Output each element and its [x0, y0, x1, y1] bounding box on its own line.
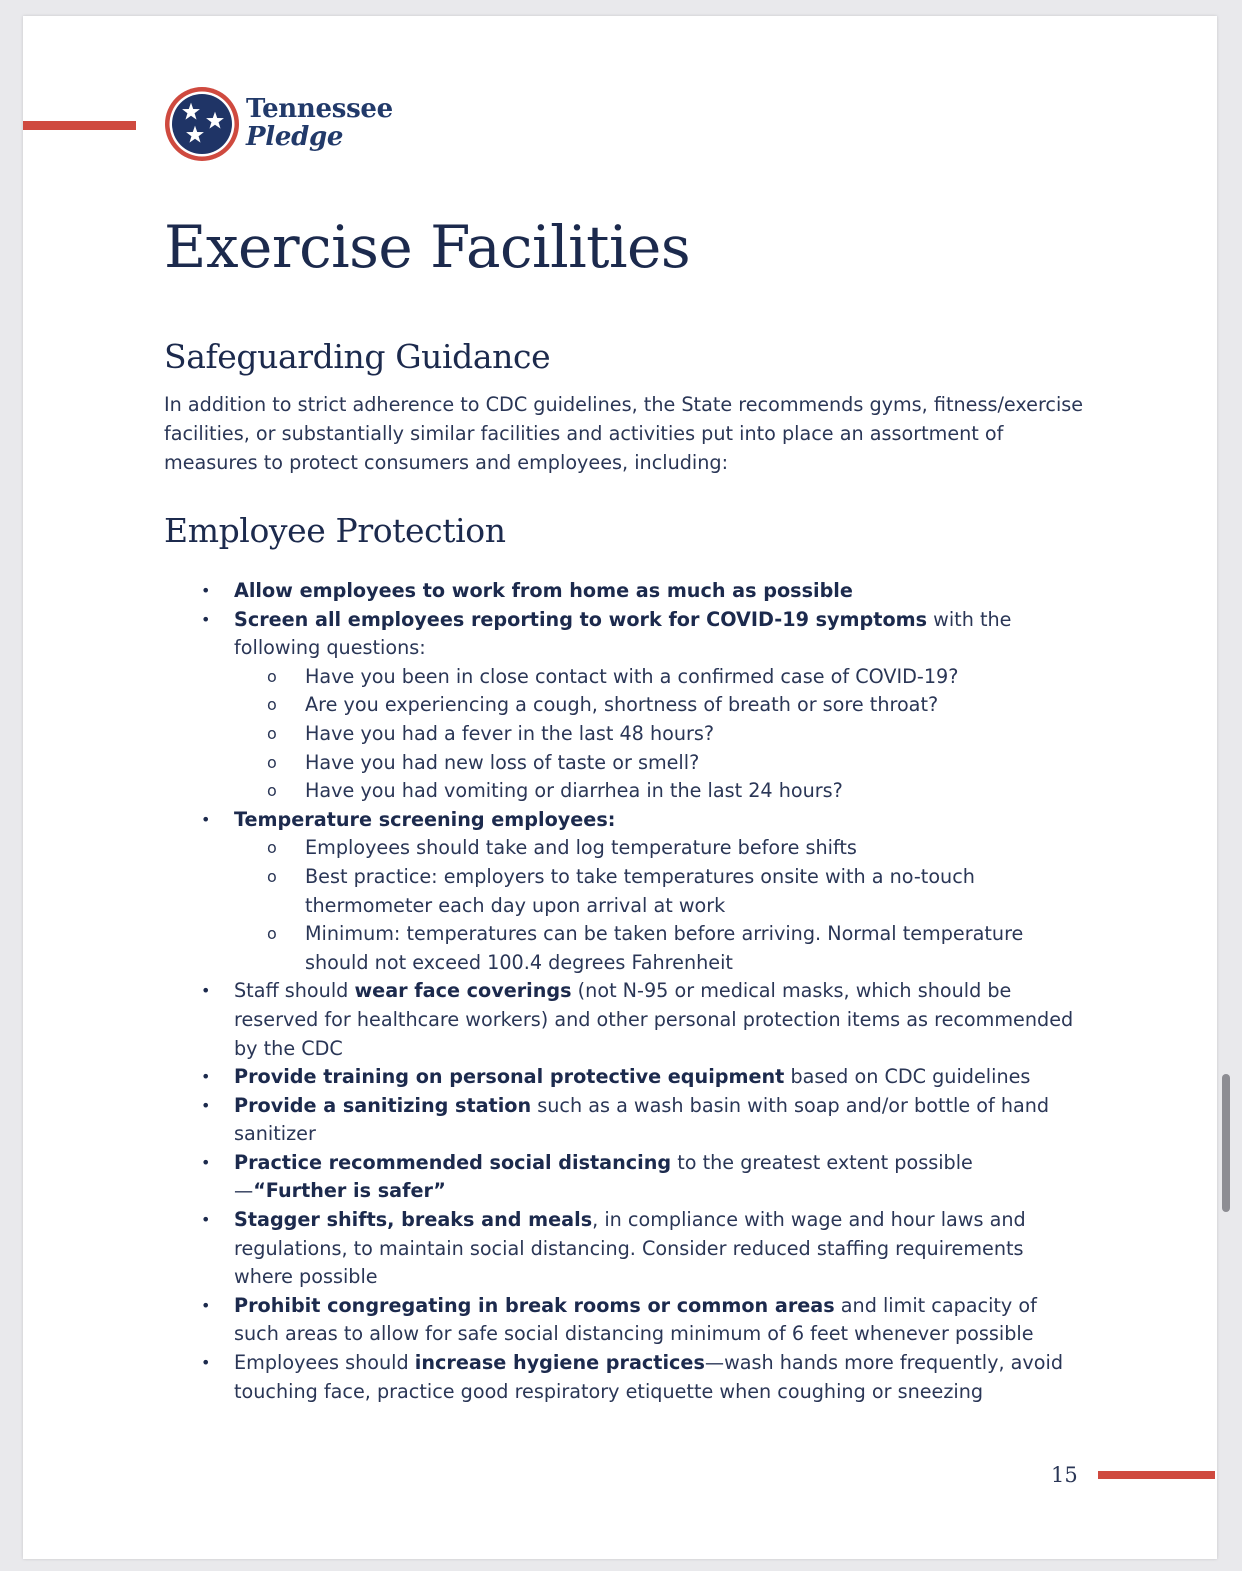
item-bold: Allow employees to work from home as much as possible — [234, 579, 853, 602]
sub-item-text: Have you had a fever in the last 48 hours? — [305, 721, 715, 745]
item-bold: Prohibit congregating in break rooms or common areas — [234, 1293, 835, 1317]
sub-list-item — [234, 691, 1083, 720]
sub-list-item — [234, 834, 1083, 863]
page-number: 15 — [1051, 1463, 1078, 1487]
item-bold: Provide a sanitizing station — [234, 1093, 532, 1117]
item-text: , in compliance with wage and hour laws and regulations, to maintain social distancing. Consider reduced staffing requirements where possible — [234, 1208, 1026, 1289]
safeguarding-intro: In addition to strict adherence to CDC guidelines, the State recommends gyms, fitness/exercise facilities, or substantially similar facilities and activities put into place an assortment of measures to protect consumers and employees, including: — [164, 393, 1084, 474]
temperature-screening-list — [234, 834, 1083, 977]
item-bold: Stagger shifts, breaks and meals — [234, 1208, 593, 1232]
bullet-icon: • — [201, 1152, 211, 1172]
item-bold: Practice recommended social distancing — [234, 1150, 672, 1174]
circle-bullet-icon: o — [267, 838, 277, 858]
list-item — [203, 1149, 1083, 1206]
item-text: such as a wash basin with soap and/or bottle of hand sanitizer — [234, 1093, 1050, 1146]
document-page — [23, 16, 1217, 1559]
logo-line-1: Tennessee — [246, 94, 393, 124]
logo-line-2: Pledge — [246, 122, 344, 152]
list-item — [203, 1349, 1083, 1406]
item-text: and limit capacity of such areas to allow for safe social distancing minimum of 6 feet whenever possible — [234, 1293, 1037, 1346]
circle-bullet-icon: o — [267, 866, 277, 886]
item-bold-quote: “Further is safer” — [253, 1179, 446, 1203]
bullet-icon: • — [201, 1210, 211, 1230]
header-accent-rule — [23, 121, 136, 130]
tennessee-tristar-icon — [164, 86, 240, 162]
item-text: —wash hands more frequently, avoid touching face, practice good respiratory etiquette when coughing or sneezing — [234, 1351, 1064, 1403]
sub-list-item — [234, 863, 1083, 920]
circle-bullet-icon: o — [267, 666, 277, 686]
sub-list-item — [234, 663, 1083, 692]
sub-list-item — [234, 749, 1083, 778]
item-bold: wear face coverings — [354, 979, 572, 1003]
list-item — [203, 1063, 1083, 1092]
item-text: with the following questions: — [234, 607, 1012, 660]
circle-bullet-icon: o — [267, 695, 277, 715]
item-bold: Screen all employees reporting to work for COVID-19 symptoms — [234, 607, 928, 631]
sub-item-text: Have you had vomiting or diarrhea in the last 24 hours? — [305, 779, 843, 803]
bullet-icon: • — [201, 809, 211, 829]
list-item — [203, 1206, 1083, 1292]
sub-item-text: Have you been in close contact with a confirmed case of COVID-19? — [305, 664, 959, 688]
sub-item-text: Minimum: temperatures can be taken before arriving. Normal temperature should not exceed 100.4 degrees Fahrenheit — [305, 922, 1024, 974]
item-prefix: Staff should — [234, 979, 355, 1003]
bullet-icon: • — [201, 1095, 211, 1115]
employee-protection-heading: Employee Protection — [164, 511, 506, 550]
list-item — [203, 606, 1083, 806]
item-prefix: Employees should — [234, 1351, 415, 1375]
item-bold: increase hygiene practices — [414, 1351, 705, 1375]
circle-bullet-icon: o — [267, 752, 277, 772]
page-title: Exercise Facilities — [164, 213, 691, 281]
list-item — [203, 806, 1083, 978]
bullet-icon: • — [201, 981, 211, 1001]
safeguarding-heading: Safeguarding Guidance — [164, 337, 551, 376]
circle-bullet-icon: o — [267, 924, 277, 944]
list-item — [203, 577, 1083, 606]
list-item — [203, 1292, 1083, 1349]
bullet-icon: • — [201, 1353, 211, 1373]
item-bold: Provide training on personal protective equipment — [234, 1065, 785, 1089]
item-text: (not N-95 or medical masks, which should be reserved for healthcare workers) and other personal protection items as recommended by the CDC — [234, 979, 1074, 1060]
employee-protection-list — [203, 577, 1083, 1406]
list-item — [203, 1092, 1083, 1149]
vertical-scrollbar[interactable] — [1222, 1074, 1230, 1212]
logo-wordmark — [246, 95, 393, 151]
item-text: based on CDC guidelines — [784, 1065, 1031, 1089]
list-item — [203, 977, 1083, 1063]
sub-list-item — [234, 777, 1083, 806]
sub-item-text: Are you experiencing a cough, shortness of breath or sore throat? — [305, 693, 939, 717]
sub-item-text: Employees should take and log temperature before shifts — [305, 836, 857, 860]
bullet-icon: • — [201, 1067, 211, 1087]
sub-item-text: Have you had new loss of taste or smell? — [305, 750, 700, 774]
bullet-icon: • — [201, 609, 211, 629]
sub-list-item — [234, 720, 1083, 749]
sub-list-item — [234, 920, 1083, 977]
sub-item-text: Best practice: employers to take temperatures onsite with a no-touch thermometer each day upon arrival at work — [305, 864, 975, 917]
item-text: to the greatest extent possible— — [234, 1150, 973, 1203]
item-bold: Temperature screening employees: — [234, 807, 616, 831]
footer-accent-rule — [1098, 1471, 1215, 1479]
bullet-icon: • — [201, 1295, 211, 1315]
bullet-icon: • — [201, 581, 211, 600]
circle-bullet-icon: o — [267, 723, 277, 743]
circle-bullet-icon: o — [267, 781, 277, 801]
symptom-questions-list — [234, 663, 1083, 806]
